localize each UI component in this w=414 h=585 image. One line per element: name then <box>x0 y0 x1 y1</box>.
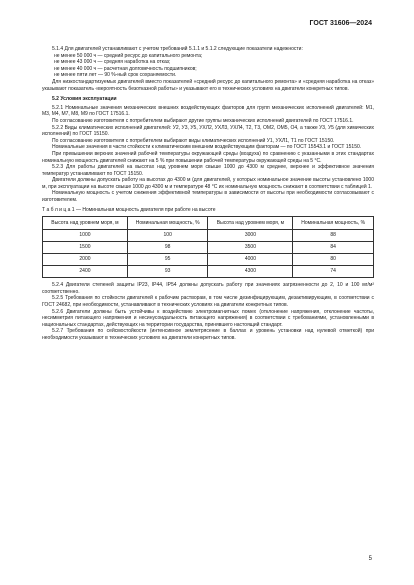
table-cell: 98 <box>127 242 208 254</box>
list-item: не менее пяти лет — 90 %-ный срок сохраняемости. <box>54 72 177 79</box>
power-altitude-table <box>42 216 374 278</box>
section-title: 5.2 Условия эксплуатации <box>52 96 117 103</box>
paragraph-5-1-4: 5.1.4 Для двигателей устанавливают с учетом требований 5.1.1 и 5.1.2 следующие показатели надежности: <box>52 46 303 52</box>
paragraph: Номинальные значения в части стойкости к климатическим внешним воздействующим факторам — по ГОСТ 15543.1 и ГОСТ 15150. <box>52 144 362 151</box>
paragraph: Двигатели должны допускать работу на высотах до 4300 м (для двигателей, у которых номинальное значение высоты установлено 1000 м, при эксплуатации на высоте свыше 1000 до 4300 м и температуре 48 °С их номинальную мощность снижают в соответствии с таблицей 1. <box>42 177 374 190</box>
table-cell: 4000 <box>208 254 293 266</box>
page-number: 5 <box>368 556 372 562</box>
paragraph: Номинальную мощность с учетом снижения эффективной температуры в зависимости от высоты при необходимости согласовывают с изготовителем. <box>42 190 374 204</box>
list-item: не менее 43 000 ч — средняя наработка на отказ; <box>54 59 171 66</box>
table-cell: 2000 <box>43 254 128 266</box>
table-cell: 84 <box>293 242 374 254</box>
table-header-cell: Высота над уровнем моря, м <box>43 217 128 230</box>
table-cell: 3500 <box>208 242 293 254</box>
paragraph: По согласованию изготовителя с потребителем выбирают другие группы механических исполнений двигателей по ГОСТ 17516.1. <box>52 117 354 124</box>
list-item: не менее 50 000 ч — средний ресурс до капитального ремонта; <box>54 52 203 59</box>
paragraph: 5.2.5 Требования по стойкости двигателей к рабочим растворам, в том числе дезинфицирующим, дезактивирующим, в соответствии с ГОСТ 24682, при необходимости, устанавливают в технических условиях на двигатели конкретных типов. <box>42 295 374 309</box>
table-row <box>43 254 374 266</box>
paragraph: По согласованию изготовителя с потребителем выбирают виды климатических исполнений У1, УХЛ1, Т1 по ГОСТ 15150. <box>52 137 335 144</box>
table-header-row <box>43 217 374 230</box>
paragraph: 5.2.3 Для работы двигателей на высотах над уровнем моря свыше 1000 до 4300 м среднее, верхнее и эффективное значения температур устанавливают по ГОСТ 15150. <box>42 164 374 177</box>
table-cell: 88 <box>293 230 374 242</box>
table-cell: 3000 <box>208 230 293 242</box>
table-cell: 93 <box>127 266 208 278</box>
paragraph: 5.2.7 Требования по сейсмостойкости (интенсивное землетрясение в баллах и уровень установки над нулевой отметкой) при необходимости указывают в технических условиях на двигатели конкретных типов. <box>42 328 374 341</box>
table-cell: 95 <box>127 254 208 266</box>
table-cell: 4300 <box>208 266 293 278</box>
list-item: не менее 40 000 ч — расчетная долговечность подшипников; <box>54 65 197 72</box>
table-row <box>43 230 374 242</box>
document-body <box>42 46 374 342</box>
table-cell: 74 <box>293 266 374 278</box>
paragraph: 5.2.1 Номинальные значения механических внешних воздействующих факторов для групп механических исполнений двигателей: М1, М3, М4, М7, М8, М9 по ГОСТ 17516.1. <box>42 104 374 118</box>
table-header-cell: Номинальная мощность, % <box>127 217 208 230</box>
table-row <box>43 242 374 254</box>
paragraph: 5.2.4 Двигатели степеней защиты IP23, IP44, IP54 должны допускать работу при значениях загрязненности до 2, 10 и 100 мг/м² соответственно. <box>42 282 374 295</box>
paragraph-low-standard: Для низкостандартизуемых двигателей вместо показателей «средний ресурс до капитального ремонта» и «средняя наработка на отказ» указывают показатель «вероятность безотказной работы» и указывают его в технических условиях на двигатели конкретных типов. <box>42 78 374 92</box>
table-cell: 100 <box>127 230 208 242</box>
standard-header: ГОСТ 31606—2024 <box>309 20 372 27</box>
table-header-cell: Высота над уровнем моря, м <box>208 217 293 230</box>
table-cell: 80 <box>293 254 374 266</box>
reliability-list <box>42 53 374 79</box>
table-cell: 1500 <box>43 242 128 254</box>
table-row <box>43 266 374 278</box>
table-caption: Т а б л и ц а 1 — Номинальная мощность двигателя при работе на высоте <box>42 206 216 213</box>
table-cell: 1000 <box>43 230 128 242</box>
table-header-cell: Номинальная мощность, % <box>293 217 374 230</box>
paragraph: 5.2.6 Двигатели должны быть устойчивы к воздействию электромагнитных помех (отклонение напряжения, отклонение частоты, несимметрия питающего напряжения и несинусоидальность питающего напряжения) в соответствии с требованиями, установленными в национальных стандартах, действующих на территории государства, принявшего настоящий стандарт. <box>42 308 374 328</box>
table-cell: 2400 <box>43 266 128 278</box>
paragraph: При превышении верхних значений рабочей температуры окружающей среды (воздуха) по сравнению с указанными в этих стандартах номинальную мощность двигателей снижают на 5 % при повышении рабочей температуры окружающей среды на 5 °С. <box>42 150 374 164</box>
paragraph: 5.2.2 Виды климатических исполнений двигателей: У2, У3, У5, УХЛ2, УХЛ3, УХЛ4, Т2, Т3, ОМ2, ОМ5, О4, а также У3, У5 (для химических исполнений) по ГОСТ 15150. <box>42 124 374 138</box>
